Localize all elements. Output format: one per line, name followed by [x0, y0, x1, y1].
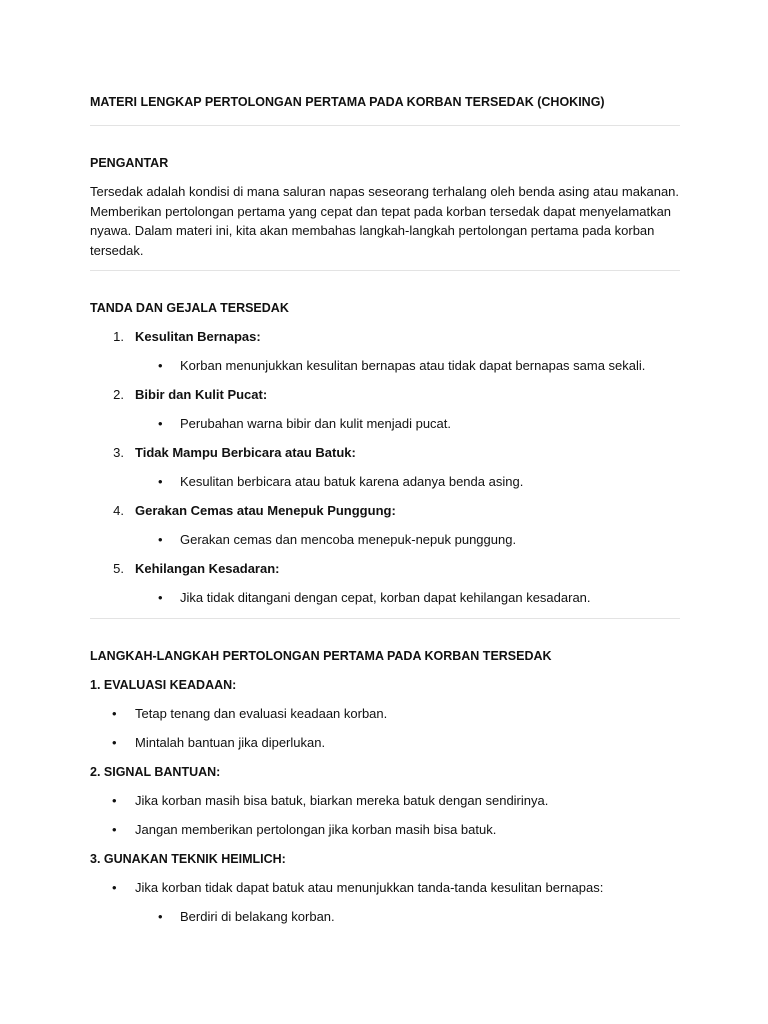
sign-detail: Korban menunjukkan kesulitan bernapas atau tidak dapat bernapas sama sekali. — [180, 358, 646, 373]
bullet-icon: • — [158, 909, 163, 924]
list-item — [90, 705, 680, 723]
bullet-text: Mintalah bantuan jika diperlukan. — [135, 735, 326, 750]
sign-detail: Perubahan warna bibir dan kulit menjadi pucat. — [180, 416, 452, 431]
sign-number: 4. — [113, 503, 124, 518]
sign-title: Bibir dan Kulit Pucat: — [135, 387, 268, 402]
sign-title: Kehilangan Kesadaran: — [135, 561, 280, 576]
bullet-text: Tetap tenang dan evaluasi keadaan korban. — [135, 706, 388, 721]
sign-title: Kesulitan Bernapas: — [135, 329, 261, 344]
signs-heading: TANDA DAN GEJALA TERSEDAK — [90, 301, 289, 315]
sign-number: 1. — [113, 329, 124, 344]
sign-detail: Kesulitan berbicara atau batuk karena adanya benda asing. — [180, 474, 524, 489]
intro-paragraph: Tersedak adalah kondisi di mana saluran napas seseorang terhalang oleh benda asing atau makanan. Memberikan pertolongan pertama yang cepat dan tepat pada korban tersedak dapat menyelamatkan nyawa. Dalam materi ini, kita akan membahas langkah-langkah pertolongan pertama pada korban tersedak. — [90, 184, 680, 258]
sign-number: 5. — [113, 561, 124, 576]
signs-list — [90, 328, 680, 607]
document-content — [90, 93, 680, 926]
bullet-icon: • — [158, 416, 163, 431]
bullet-icon: • — [158, 590, 163, 605]
intro-heading: PENGANTAR — [90, 156, 169, 170]
list-item — [90, 908, 680, 926]
sign-number: 2. — [113, 387, 124, 402]
list-item — [90, 879, 680, 897]
bullet-text: Jika korban tidak dapat batuk atau menunjukkan tanda-tanda kesulitan bernapas: — [135, 880, 604, 895]
step-heading: 2. SIGNAL BANTUAN: — [90, 765, 221, 779]
bullet-icon: • — [112, 793, 117, 808]
sign-number: 3. — [113, 445, 124, 460]
bullet-text: Berdiri di belakang korban. — [180, 909, 335, 924]
sign-detail: Gerakan cemas dan mencoba menepuk-nepuk punggung. — [180, 532, 517, 547]
bullet-text: Jangan memberikan pertolongan jika korban masih bisa batuk. — [135, 822, 497, 837]
sign-title: Tidak Mampu Berbicara atau Batuk: — [135, 445, 356, 460]
sign-item — [90, 444, 680, 491]
steps-heading: LANGKAH-LANGKAH PERTOLONGAN PERTAMA PADA KORBAN TERSEDAK — [90, 649, 552, 663]
bullet-icon: • — [112, 880, 117, 895]
sign-item — [90, 386, 680, 433]
document-title: MATERI LENGKAP PERTOLONGAN PERTAMA PADA KORBAN TERSEDAK (CHOKING) — [90, 95, 605, 109]
bullet-icon: • — [158, 532, 163, 547]
divider — [90, 270, 680, 271]
sign-item — [90, 560, 680, 607]
divider — [90, 618, 680, 619]
bullet-icon: • — [158, 474, 163, 489]
bullet-icon: • — [112, 735, 117, 750]
bullet-text: Jika korban masih bisa batuk, biarkan mereka batuk dengan sendirinya. — [135, 793, 549, 808]
list-item — [90, 734, 680, 752]
divider — [90, 125, 680, 126]
sign-item — [90, 502, 680, 549]
step-heading: 3. GUNAKAN TEKNIK HEIMLICH: — [90, 852, 286, 866]
bullet-icon: • — [112, 706, 117, 721]
list-item — [90, 821, 680, 839]
sign-item — [90, 328, 680, 375]
list-item — [90, 792, 680, 810]
sign-detail: Jika tidak ditangani dengan cepat, korban dapat kehilangan kesadaran. — [180, 590, 591, 605]
step-heading: 1. EVALUASI KEADAAN: — [90, 678, 237, 692]
bullet-icon: • — [158, 358, 163, 373]
bullet-icon: • — [112, 822, 117, 837]
sign-title: Gerakan Cemas atau Menepuk Punggung: — [135, 503, 396, 518]
